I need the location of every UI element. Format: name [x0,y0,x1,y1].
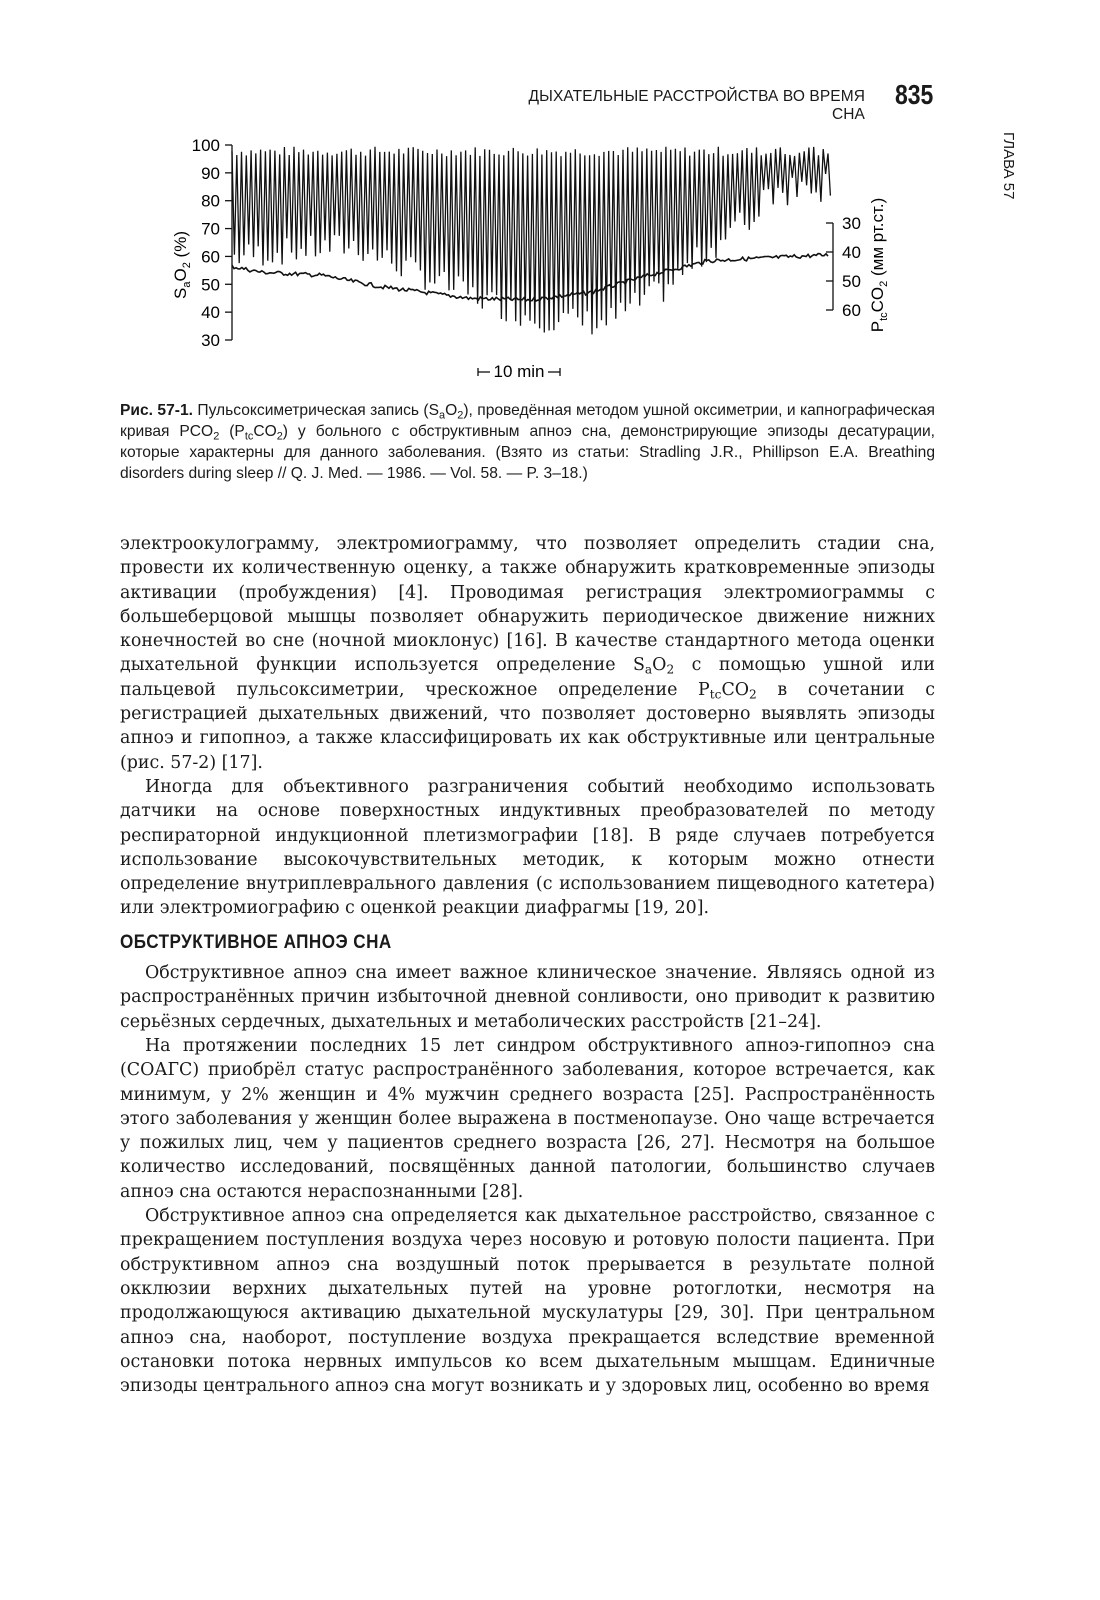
caption-sub: 2 [213,430,220,443]
left-tick-label: 90 [201,163,220,183]
caption-text: ), проведённая методом ушной оксиметрии, и капнографическая кривая PCO [120,402,935,440]
right-axis-label: $P_{tc}CO_2$ (мм рт.ст.) [868,197,890,333]
text-sub: tc [709,687,722,702]
left-axis [192,136,232,350]
section-heading: ОБСТРУКТИВНОЕ АПНОЭ СНА [120,931,392,953]
oximetry-chart [160,125,920,390]
caption-sub: 2 [457,409,464,422]
body-text [120,532,935,1398]
text-run: с помощью ушной или пальцевой пульсоксиметрии, чрескожное определение P [120,655,936,700]
left-tick-label: 100 [191,136,220,155]
paragraph: Иногда для объективного разграничения событий необходимо использовать датчики на основе поверхностных индуктивных преобразователей по методу респираторной индукционной плетизмографии [18]. В ряде случаев потребуется использование высокочувствительных методик, к которым можно отнести определение внутриплеврального давления (с использованием пищеводного катетера) или электромиографию с оценкой реакции диафрагмы [19, 20]. [120,776,935,919]
figure-label: Рис. 57-1. [120,402,193,419]
text-sub: a [644,663,653,678]
page-number: 835 [895,79,934,110]
right-tick-label: 30 [842,214,861,233]
time-scale-label: 10 min [493,362,545,381]
paragraph: Обструктивное апноэ сна определяется как дыхательное расстройство, связанное с прекращением поступления воздуха через носовую и ротовую полости пациента. При обструктивном апноэ сна воздушный поток прерывается в результате полной окклюзии верхних дыхательных путей на уровне ротоглотки, несмотря на продолжающуюся активацию дыхательной мускулатуры [29, 30]. При центральном апноэ сна, наоборот, поступление воздуха прекращается вследствие временной остановки потока нервных импульсов ко всем дыхательным мышцам. Единичные эпизоды центрального апноэ сна могут возникать и у здоровых лиц, особенно во время [120,1206,935,1397]
right-tick-label: 40 [842,243,861,262]
sao2-trace [232,147,830,335]
caption-text: CO [253,423,277,440]
chapter-tab-label: ГЛАВА 57 [1000,132,1017,200]
caption-sub: a [439,409,446,422]
text-run: CO [721,679,750,700]
paragraph: Обструктивное апноэ сна имеет важное клиническое значение. Являясь одной из распространённых причин избыточной дневной сонливости, оно приводит к развитию серьёзных сердечных, дыхательных и метаболических расстройств [21–24]. [120,963,935,1032]
paragraph: На протяжении последних 15 лет синдром обструктивного апноэ-гипопноэ сна (СОАГС) приобрёл статус распространённого заболевания, которое встречается, как минимум, у 2% женщин и 4% мужчин среднего возраста [25]. Распространённость этого заболевания у женщин более выражена в постменопаузе. Оно чаще встречается у пожилых лиц, чем у пациентов среднего возраста [26, 27]. Несмотря на большое количество исследований, посвящённых данной патологии, большинство случаев апноэ сна остаются нераспознанными [28]. [120,1035,935,1202]
time-scale-bar [478,362,560,381]
caption-text: (P [219,423,245,440]
text-run: электроокулограмму, электромиограмму, что позволяет определить стадии сна, провести их количественную оценку, а также обнаружить кратковременные эпизоды активации (пробуждения) [4]. Проводимая регистрация электромиограммы с большеберцовой мышцы позволяет обнаружить периодическое движение нижних конечностей во сне (ночной миоклонус) [16]. В качестве стандартного метода оценки дыхательной функции используется определение S [120,534,935,676]
caption-text: ) у больного с обструктивным апноэ сна, демонстрирующие эпизоды десатурации, которые характерны для данного заболевания. (Взято из статьи: Stradling J.R., Phillipson E.A. Breathing disorders during sleep // Q. J. Med. — 1986. — Vol. 58. — P. 3–18.) [120,423,935,482]
left-tick-label: 30 [201,331,220,350]
left-tick-label: 60 [201,247,220,267]
figure-caption [120,400,935,484]
left-tick-label: 80 [201,191,220,211]
text-run: в сочетании с регистрацией дыхательных движений, что позволяет достоверно выявлять эпизоды апноэ и гипопноэ, а также классифицировать их как обструктивные или центральные (рис. 57-2) [17]. [120,679,935,773]
left-axis-label: $S_aO_2$ (%) [171,231,193,299]
running-head: ДЫХАТЕЛЬНЫЕ РАССТРОЙСТВА ВО ВРЕМЯ СНА [528,88,865,123]
paragraph [120,532,935,775]
text-sub: 2 [749,687,757,702]
chapter-tab [995,132,1015,332]
caption-sub: tc [244,430,254,443]
caption-sub: 2 [276,430,283,443]
caption-text: Пульсоксиметрическая запись (S [192,402,440,419]
left-tick-label: 40 [201,303,220,323]
left-tick-label: 50 [201,275,220,295]
left-tick-label: 70 [201,219,220,239]
right-tick-label: 60 [842,301,861,320]
right-tick-label: 50 [842,272,861,291]
caption-text: O [445,402,458,419]
text-sub: 2 [666,663,675,678]
right-axis [826,214,861,320]
text-run: O [652,655,667,676]
